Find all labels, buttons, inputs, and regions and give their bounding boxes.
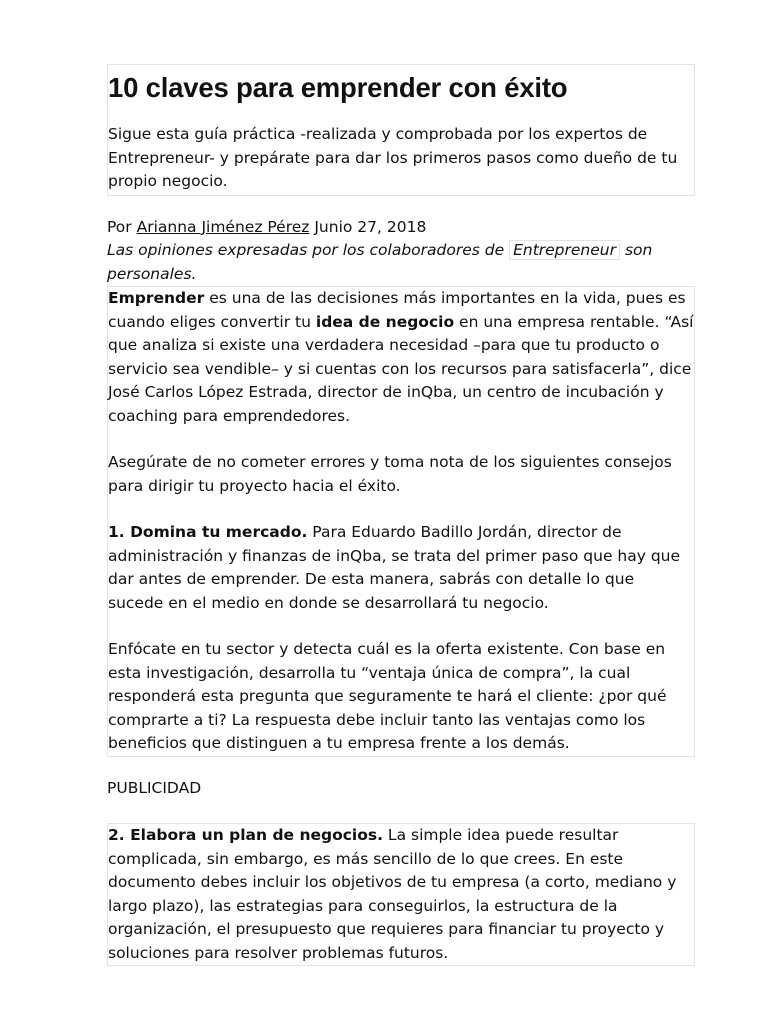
article-lead: Sigue esta guía práctica -realizada y comprobada por los expertos de Entrepreneur- y prepárate para dar los primeros pasos como dueño de tu propio negocio. <box>108 125 678 190</box>
intro-bold-2: idea de negocio <box>315 312 455 331</box>
intro-bold-1: Emprender <box>108 289 205 307</box>
disclaimer-after: son personales. <box>107 241 653 283</box>
tip1-heading: 1. Domina tu mercado. <box>108 523 308 541</box>
disclaimer-before: Las opiniones expresadas por los colaboradores de <box>107 241 505 259</box>
ad-label: PUBLICIDAD <box>107 778 202 797</box>
intro-text-1: es una de las decisiones más importantes en la vida, pues es cuando eliges convertir tu <box>108 289 686 331</box>
body-box-2 <box>107 823 695 966</box>
byline <box>107 216 695 240</box>
byline-prefix: Por <box>107 217 132 236</box>
brand-link[interactable]: Entrepreneur <box>509 240 620 260</box>
author-link[interactable]: Arianna Jiménez Pérez <box>136 217 310 236</box>
intro-paragraph <box>108 287 694 428</box>
tip1-paragraph <box>108 521 694 615</box>
tip2-heading: 2. Elabora un plan de negocios. <box>108 826 383 844</box>
tip2-paragraph <box>108 824 694 965</box>
article <box>107 64 695 966</box>
tip1-paragraph-2: Enfócate en tu sector y detecta cuál es la oferta existente. Con base en esta investigación, desarrolla tu “ventaja única de compra”, la cual responderá esta pregunta que seguramente te hará el cliente: ¿por qué comprarte a ti? La respuesta debe incluir tanto las ventajas como los beneficios que distinguen a tu empresa frente a los demás. <box>108 640 667 752</box>
intro-text-2: en una empresa rentable. “Así que analiza si existe una verdadera necesidad –para que tu producto o servicio sea vendible– y si cuentas con los recursos para satisfacerla”, dice José Carlos López Estrada, director de inQba, un centro de incubación y coaching para emprendedores. <box>108 312 694 425</box>
tip2-text: La simple idea puede resultar complicada, sin embargo, es más sencillo de lo que crees. En este documento debes incluir los objetivos de tu empresa (a corto, mediano y largo plazo), las estrategias para conseguirlos, la estructura de la organización, el presupuesto que requieres para financiar tu proyecto y soluciones para resolver problemas futuros. <box>108 826 677 962</box>
body-box-1 <box>107 286 695 757</box>
publish-date: Junio 27, 2018 <box>314 217 427 236</box>
tip1-text: Para Eduardo Badillo Jordán, director de administración y finanzas de inQba, se trata del primer paso que hay que dar antes de emprender. De esta manera, sabrás con detalle lo que sucede en el medio en donde se desarrollará tu negocio. <box>108 523 681 612</box>
intro2-paragraph: Asegúrate de no cometer errores y toma nota de los siguientes consejos para dirigir tu proyecto hacia el éxito. <box>108 453 672 495</box>
header-box <box>107 64 695 196</box>
disclaimer <box>107 239 695 286</box>
page-title: 10 claves para emprender con éxito <box>108 72 568 103</box>
